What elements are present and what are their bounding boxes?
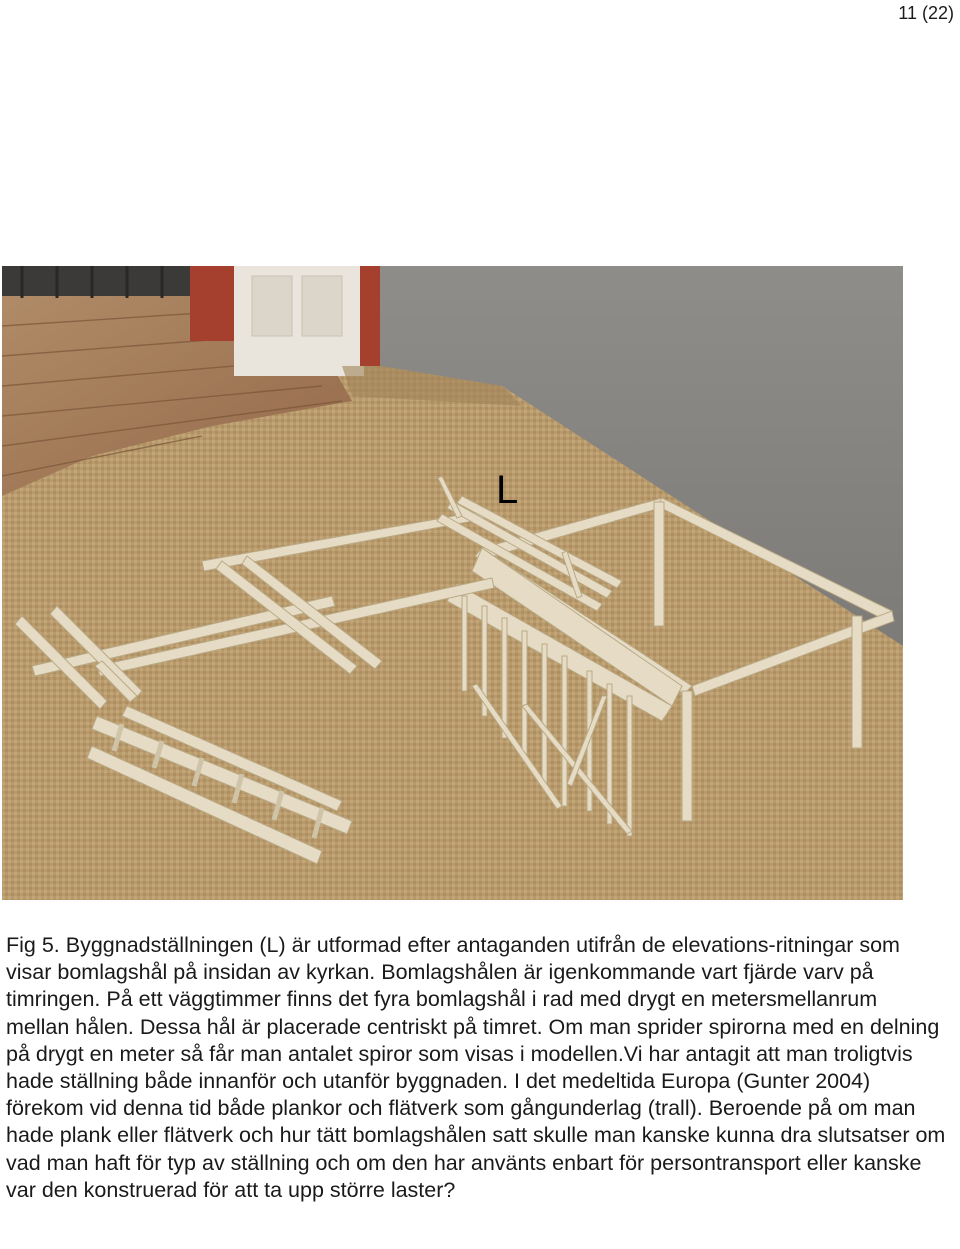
figure-label-l: L — [496, 468, 519, 512]
caption-text: Fig 5. Byggnadställningen (L) är utformad efter antaganden utifrån de elevations-ritningar som visar bomlagshål på insidan av kyrkan. Bomlagshålen är igenkommande vart fjärde varv på timringen. På ett väggtimmer finns det fyra bomlagshål i rad med drygt en metersmellanrum mellan hålen. Dessa hål är placerade centriskt på timret. Om man sprider spirorna med en delning på drygt en meter så får man antalet spiror som visas i modellen.Vi har antagit att man troligtvis hade ställning både innanför och utanför byggnaden. I det medeltida Europa (Gunter 2004) förekom vid denna tid både plankor och flätverk som gångunderlag (trall). Beroende på om man hade plank eller flätverk och hur tätt bomlagshålen satt skulle man kanske kunna dra slutsatser om vad man haft för typ av ställning och om den har använts enbart för persontransport eller kanske var den konstruerad för att ta upp större laster? — [6, 933, 946, 1202]
scaffold-model-photo — [2, 266, 903, 900]
figure-caption — [6, 932, 946, 1204]
page-number: 11 (22) — [898, 3, 954, 23]
door-frame — [190, 266, 238, 341]
